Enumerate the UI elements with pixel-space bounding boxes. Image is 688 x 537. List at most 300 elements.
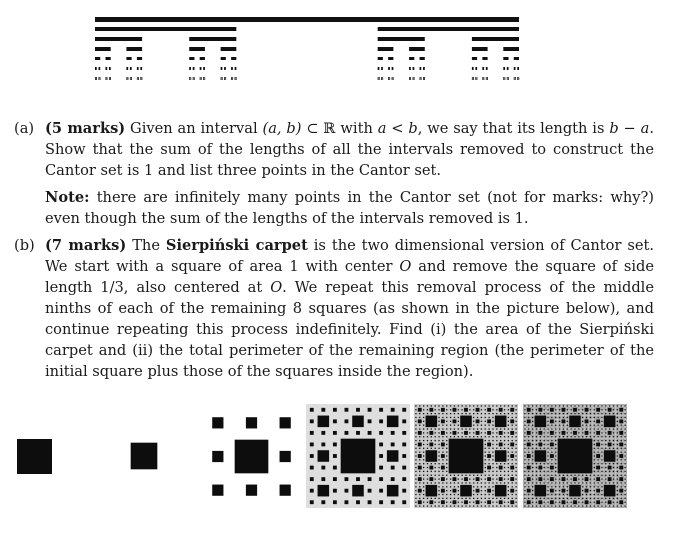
- carpet-hole: [582, 425, 583, 426]
- carpet-hole: [562, 419, 566, 423]
- carpet-hole: [462, 505, 463, 506]
- carpet-hole: [446, 467, 447, 468]
- carpet-hole: [431, 440, 432, 441]
- carpet-hole: [544, 413, 545, 414]
- carpet-hole: [567, 417, 568, 418]
- carpet-hole: [492, 448, 493, 449]
- carpet-hole: [586, 475, 587, 476]
- carpet-hole: [569, 416, 581, 428]
- carpet-hole: [624, 452, 625, 453]
- carpet-hole: [540, 448, 541, 449]
- carpet-hole: [547, 475, 548, 476]
- carpet-hole: [582, 486, 583, 487]
- carpet-hole: [540, 475, 541, 476]
- carpet-hole: [492, 498, 493, 499]
- cantor-segment: [95, 47, 111, 51]
- carpet-hole: [423, 405, 424, 406]
- carpet-hole: [605, 467, 606, 468]
- carpet-hole: [551, 475, 552, 476]
- carpet-hole: [496, 448, 497, 449]
- carpet-hole: [601, 444, 602, 445]
- carpet-hole: [559, 494, 560, 495]
- carpet-hole: [512, 505, 513, 506]
- carpet-hole: [555, 455, 556, 456]
- carpet-hole: [624, 421, 625, 422]
- carpet-hole: [477, 428, 478, 429]
- carpet-hole: [441, 419, 445, 423]
- carpet-hole: [562, 500, 566, 504]
- carpet-hole: [528, 425, 529, 426]
- carpet-hole: [536, 432, 537, 433]
- carpet-hole: [617, 463, 618, 464]
- carpet-hole: [446, 505, 447, 506]
- carpet-hole: [601, 428, 602, 429]
- carpet-hole: [527, 443, 531, 447]
- carpet-hole: [487, 466, 491, 470]
- carpet-hole: [423, 455, 424, 456]
- carpet-hole: [609, 413, 610, 414]
- carpet-hole: [532, 475, 533, 476]
- carpet-hole: [508, 502, 509, 503]
- carpet-hole: [617, 409, 618, 410]
- carpet-hole: [605, 440, 606, 441]
- carpet-hole: [574, 505, 575, 506]
- carpet-hole: [605, 405, 606, 406]
- carpet-hole: [586, 505, 587, 506]
- carpet-hole: [555, 502, 556, 503]
- carpet-hole: [532, 505, 533, 506]
- carpet-hole: [431, 498, 432, 499]
- carpet-hole: [617, 444, 618, 445]
- carpet-hole: [590, 425, 591, 426]
- carpet-hole: [590, 505, 591, 506]
- carpet-hole: [473, 505, 474, 506]
- carpet-hole: [318, 450, 330, 462]
- carpet-hole: [550, 454, 554, 458]
- carpet-hole: [515, 455, 516, 456]
- carpet-hole: [492, 444, 493, 445]
- carpet-hole: [499, 431, 503, 435]
- carpet-hole: [582, 417, 583, 418]
- carpet-hole: [418, 431, 422, 435]
- carpet-hole: [419, 505, 420, 506]
- carpet-hole: [515, 502, 516, 503]
- carpet-hole: [481, 505, 482, 506]
- carpet-hole: [450, 425, 451, 426]
- carpet-hole: [508, 478, 509, 479]
- carpet-hole: [446, 444, 447, 445]
- carpet-hole: [551, 436, 552, 437]
- carpet-hole: [613, 409, 614, 410]
- carpet-hole: [423, 459, 424, 460]
- carpet-hole: [462, 436, 463, 437]
- carpet-hole: [594, 471, 595, 472]
- carpet-hole: [415, 498, 416, 499]
- carpet-hole: [555, 471, 556, 472]
- carpet-hole: [601, 467, 602, 468]
- carpet-hole: [555, 405, 556, 406]
- cantor-segment: [515, 77, 516, 80]
- carpet-hole: [617, 467, 618, 468]
- carpet-hole: [438, 405, 439, 406]
- carpet-hole: [415, 436, 416, 437]
- carpet-hole: [453, 489, 457, 493]
- carpet-hole: [555, 436, 556, 437]
- carpet-hole: [528, 440, 529, 441]
- carpet-hole: [617, 440, 618, 441]
- carpet-hole: [500, 471, 501, 472]
- cantor-segment: [225, 77, 226, 80]
- carpet-hole: [571, 475, 572, 476]
- cantor-segment: [514, 67, 516, 70]
- cantor-segment: [414, 77, 415, 80]
- carpet-hole: [512, 482, 513, 483]
- carpet-hole: [532, 459, 533, 460]
- carpet-hole: [613, 444, 614, 445]
- carpet-hole: [527, 408, 531, 412]
- cantor-segment: [507, 67, 509, 70]
- carpet-hole: [567, 498, 568, 499]
- carpet-hole: [318, 485, 330, 497]
- carpet-hole: [544, 428, 545, 429]
- carpet-hole: [352, 416, 364, 428]
- part-b-label: (b): [14, 237, 35, 254]
- carpet-hole: [418, 466, 422, 470]
- carpet-hole: [512, 425, 513, 426]
- carpet-hole: [415, 444, 416, 445]
- carpet-hole: [550, 489, 554, 493]
- carpet-hole: [446, 471, 447, 472]
- cantor-segment: [203, 67, 205, 70]
- carpet-hole: [419, 425, 420, 426]
- carpet-hole: [481, 494, 482, 495]
- part-a-text: , we say that its length is: [417, 120, 610, 137]
- carpet-hole: [423, 471, 424, 472]
- cantor-segment: [472, 57, 477, 60]
- carpet-hole: [419, 471, 420, 472]
- carpet-hole: [617, 448, 618, 449]
- carpet-hole: [438, 498, 439, 499]
- carpet-hole: [596, 454, 600, 458]
- carpet-hole: [532, 486, 533, 487]
- carpet-hole: [427, 502, 428, 503]
- cantor-segment: [100, 77, 101, 80]
- carpet-hole: [415, 505, 416, 506]
- part-b: [14, 235, 654, 382]
- carpet-hole: [532, 463, 533, 464]
- carpet-hole: [515, 432, 516, 433]
- carpet-hole: [423, 425, 424, 426]
- carpet-hole: [605, 428, 606, 429]
- carpet-hole: [454, 482, 455, 483]
- carpet-hole: [601, 425, 602, 426]
- cantor-segment: [200, 57, 205, 60]
- carpet-hole: [345, 408, 349, 412]
- carpet-hole: [532, 482, 533, 483]
- carpet-hole: [597, 417, 598, 418]
- carpet-hole: [532, 490, 533, 491]
- carpet-hole: [485, 478, 486, 479]
- carpet-hole: [590, 432, 591, 433]
- carpet-hole: [418, 419, 422, 423]
- carpet-hole: [504, 463, 505, 464]
- carpet-hole: [446, 486, 447, 487]
- carpet-hole: [532, 440, 533, 441]
- carpet-hole: [590, 502, 591, 503]
- carpet-hole: [438, 455, 439, 456]
- carpet-hole: [496, 436, 497, 437]
- carpet-hole: [547, 467, 548, 468]
- carpet-hole: [532, 478, 533, 479]
- cantor-segment: [95, 67, 97, 70]
- carpet-hole: [524, 409, 525, 410]
- carpet-hole: [438, 459, 439, 460]
- carpet-hole: [473, 409, 474, 410]
- part-b-body: [45, 235, 654, 382]
- carpet-hole: [594, 440, 595, 441]
- carpet-hole: [508, 467, 509, 468]
- cantor-segment: [193, 67, 195, 70]
- carpet-hole: [504, 448, 505, 449]
- carpet-hole: [477, 505, 478, 506]
- carpet-hole: [547, 409, 548, 410]
- carpet-hole: [473, 421, 474, 422]
- carpet-hole: [488, 482, 489, 483]
- carpet-hole: [504, 505, 505, 506]
- carpet-hole: [429, 466, 433, 470]
- carpet-hole: [532, 502, 533, 503]
- carpet-hole: [551, 428, 552, 429]
- carpet-hole: [619, 466, 623, 470]
- cantor-segment: [503, 67, 505, 70]
- carpet-hole: [578, 505, 579, 506]
- carpet-hole: [547, 486, 548, 487]
- carpet-hole: [594, 448, 595, 449]
- carpet-hole: [621, 463, 622, 464]
- carpet-hole: [586, 417, 587, 418]
- carpet-hole: [510, 466, 514, 470]
- carpet-hole: [356, 408, 360, 412]
- carpet-hole: [621, 448, 622, 449]
- carpet-hole: [446, 498, 447, 499]
- carpet-hole: [567, 432, 568, 433]
- carpet-hole: [473, 494, 474, 495]
- carpet-hole: [540, 463, 541, 464]
- interval-condition: a < b: [377, 120, 418, 137]
- carpet-hole: [571, 405, 572, 406]
- cantor-segment: [231, 57, 236, 60]
- carpet-hole: [621, 425, 622, 426]
- carpet-hole: [601, 478, 602, 479]
- carpet-hole: [310, 419, 314, 423]
- cantor-segment: [201, 77, 202, 80]
- carpet-hole: [473, 482, 474, 483]
- carpet-hole: [492, 452, 493, 453]
- carpet-hole: [617, 425, 618, 426]
- carpet-hole: [528, 405, 529, 406]
- carpet-hole: [547, 502, 548, 503]
- carpet-hole: [527, 466, 531, 470]
- carpet-hole: [450, 490, 451, 491]
- carpet-hole: [488, 475, 489, 476]
- carpet-hole: [555, 498, 556, 499]
- carpet-hole: [524, 455, 525, 456]
- carpet-hole: [280, 417, 291, 428]
- carpet-hole: [609, 405, 610, 406]
- carpet-hole: [524, 505, 525, 506]
- carpet-hole: [469, 413, 470, 414]
- carpet-hole: [438, 440, 439, 441]
- cantor-segment: [95, 27, 236, 31]
- carpet-hole: [508, 425, 509, 426]
- carpet-hole: [458, 417, 459, 418]
- carpet-hole: [473, 502, 474, 503]
- carpet-hole: [379, 500, 383, 504]
- carpet-hole: [512, 452, 513, 453]
- carpet-hole: [458, 482, 459, 483]
- carpet-hole: [435, 463, 436, 464]
- carpet-hole: [379, 431, 383, 435]
- carpet-hole: [438, 432, 439, 433]
- carpet-hole: [427, 444, 428, 445]
- carpet-hole: [487, 489, 491, 493]
- carpet-hole: [333, 454, 337, 458]
- carpet-hole: [524, 471, 525, 472]
- carpet-hole: [429, 500, 433, 504]
- carpet-backdrop: [306, 404, 410, 508]
- carpet-hole: [590, 475, 591, 476]
- carpet-hole: [578, 405, 579, 406]
- carpet-hole: [538, 408, 542, 412]
- interval-expr: (a, b): [262, 120, 302, 137]
- carpet-hole: [446, 452, 447, 453]
- sierpinski-term: Sierpiński carpet: [165, 237, 308, 254]
- carpet-hole: [596, 477, 600, 481]
- carpet-hole: [488, 425, 489, 426]
- carpet-hole: [435, 440, 436, 441]
- carpet-hole: [590, 421, 591, 422]
- carpet-hole: [504, 413, 505, 414]
- carpet-backdrop: [414, 404, 518, 508]
- carpet-hole: [426, 485, 438, 497]
- carpet-hole: [419, 452, 420, 453]
- carpet-hole: [481, 486, 482, 487]
- carpet-hole: [551, 452, 552, 453]
- carpet-hole: [512, 428, 513, 429]
- carpet-hole: [500, 436, 501, 437]
- carpet-hole: [605, 448, 606, 449]
- carpet-hole: [458, 421, 459, 422]
- carpet-hole: [415, 413, 416, 414]
- carpet-hole: [477, 498, 478, 499]
- carpet-hole: [431, 475, 432, 476]
- part-a-body: [45, 118, 654, 229]
- carpet-hole: [492, 432, 493, 433]
- carpet-hole: [469, 505, 470, 506]
- carpet-hole: [510, 489, 514, 493]
- carpet-hole: [559, 475, 560, 476]
- carpet-hole: [512, 417, 513, 418]
- carpet-hole: [473, 486, 474, 487]
- carpet-hole: [435, 471, 436, 472]
- cantor-segment: [105, 67, 107, 70]
- carpet-hole: [387, 450, 399, 462]
- carpet-hole: [617, 428, 618, 429]
- carpet-hole: [613, 413, 614, 414]
- carpet-hole: [492, 482, 493, 483]
- carpet-hole: [477, 436, 478, 437]
- carpet-hole: [540, 498, 541, 499]
- carpet-hole: [551, 448, 552, 449]
- carpet-hole: [594, 425, 595, 426]
- carpet-hole: [481, 425, 482, 426]
- carpet-hole: [458, 490, 459, 491]
- carpet-hole: [465, 505, 466, 506]
- carpet-hole: [438, 421, 439, 422]
- carpet-hole: [555, 478, 556, 479]
- carpet-hole: [402, 419, 406, 423]
- cantor-segment: [409, 47, 425, 51]
- carpet-hole: [419, 463, 420, 464]
- carpet-hole: [415, 494, 416, 495]
- carpet-hole: [450, 475, 451, 476]
- cantor-segment: [378, 57, 383, 60]
- carpet-hole: [567, 436, 568, 437]
- carpet-hole: [573, 477, 577, 481]
- cantor-segment: [189, 67, 191, 70]
- carpet-hole: [562, 431, 566, 435]
- carpet-hole: [438, 482, 439, 483]
- carpet-square: [17, 439, 52, 474]
- carpet-hole: [578, 498, 579, 499]
- carpet-hole: [356, 431, 360, 435]
- carpet-hole: [578, 428, 579, 429]
- part-a-marks: (5 marks): [45, 120, 126, 137]
- carpet-hole: [462, 428, 463, 429]
- carpet-hole: [473, 413, 474, 414]
- carpet-hole: [441, 466, 445, 470]
- carpet-hole: [487, 500, 491, 504]
- cantor-segment: [420, 57, 425, 60]
- carpet-hole: [547, 428, 548, 429]
- carpet-hole: [415, 490, 416, 491]
- carpet-hole: [624, 413, 625, 414]
- carpet-hole: [512, 471, 513, 472]
- carpet-hole: [488, 405, 489, 406]
- carpet-hole: [442, 486, 443, 487]
- carpet-hole: [442, 471, 443, 472]
- carpet-stage-4: [414, 404, 518, 508]
- carpet-hole: [532, 432, 533, 433]
- carpet-hole: [617, 452, 618, 453]
- carpet-hole: [544, 409, 545, 410]
- carpet-hole: [613, 405, 614, 406]
- carpet-hole: [567, 425, 568, 426]
- carpet-hole: [438, 471, 439, 472]
- carpet-hole: [481, 417, 482, 418]
- carpet-hole: [446, 425, 447, 426]
- carpet-hole: [515, 417, 516, 418]
- carpet-hole: [450, 428, 451, 429]
- carpet-hole: [515, 505, 516, 506]
- cantor-segment: [189, 77, 190, 80]
- cantor-segment: [105, 57, 110, 60]
- carpet-hole: [605, 436, 606, 437]
- carpet-hole: [415, 405, 416, 406]
- carpet-hole: [415, 502, 416, 503]
- cantor-segment: [514, 57, 519, 60]
- carpet-hole: [435, 478, 436, 479]
